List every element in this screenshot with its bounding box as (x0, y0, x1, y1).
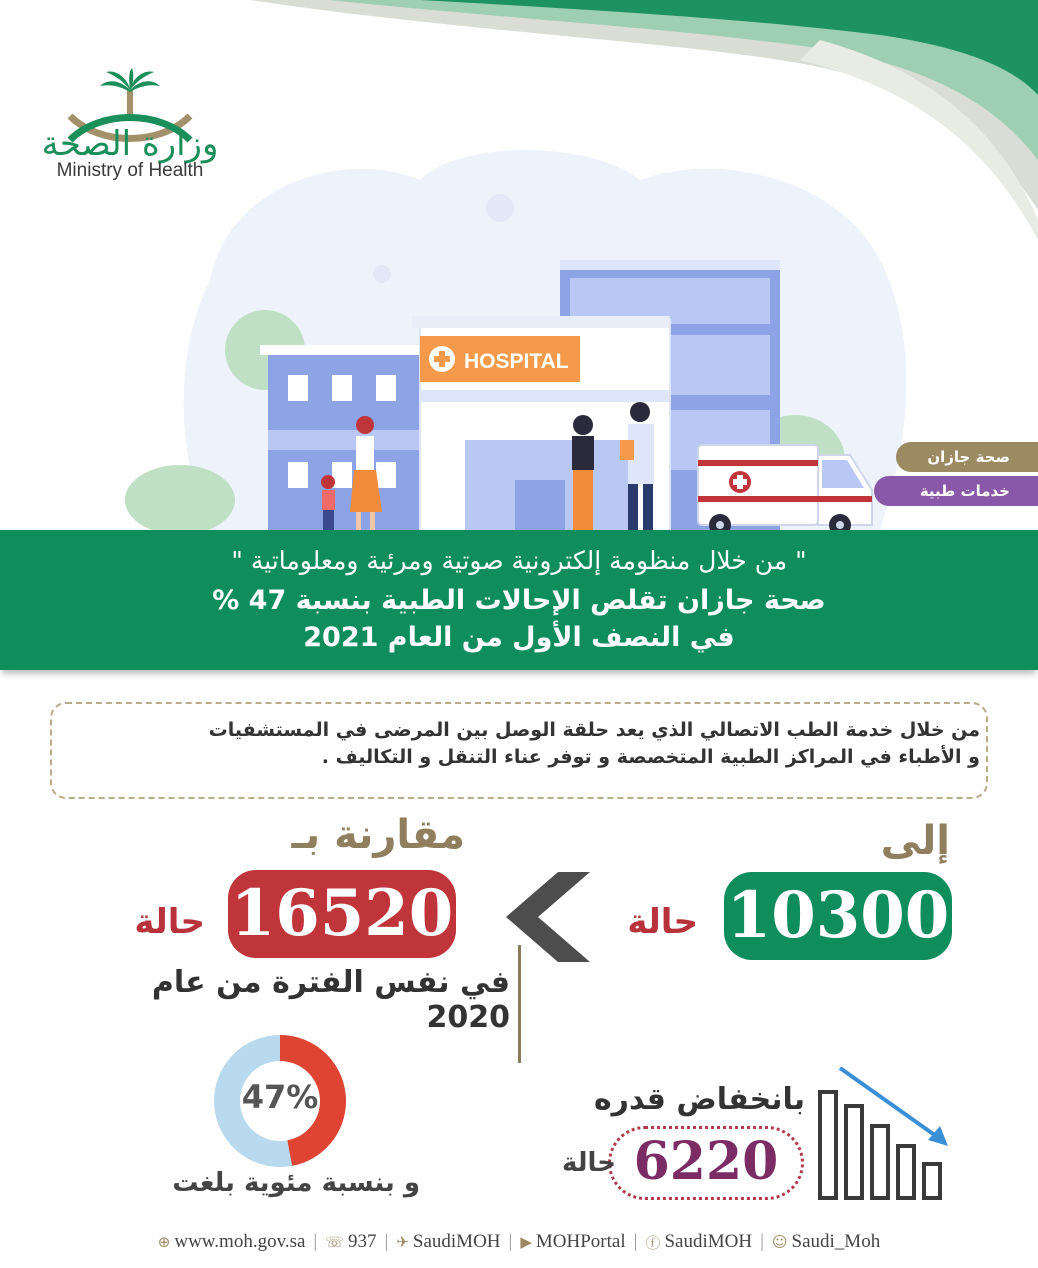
decrease-unit: حالة (561, 1148, 616, 1178)
footer-twitter[interactable] (396, 1231, 500, 1253)
phone-text: 937 (348, 1231, 377, 1252)
chevron-left-icon (498, 872, 590, 962)
previous-period-label: في نفس الفترة من عام 2020 (151, 965, 510, 1035)
headline-period: في النصف الأول من العام 2021 (303, 622, 735, 653)
facebook-text: SaudiMOH (664, 1231, 753, 1252)
headline-title: صحة جازان تقلص الإحالات الطبية بنسبة 47 % (212, 585, 826, 616)
youtube-icon: ▶ (520, 1233, 532, 1251)
snapchat-text: Saudi_Moh (791, 1231, 881, 1252)
decrease-label: بانخفاض قدره (593, 1082, 805, 1117)
globe-icon: ⊕ (157, 1233, 171, 1251)
footer-separator: | (384, 1231, 389, 1252)
phone-icon: ☏ (325, 1233, 344, 1251)
footer-separator: | (633, 1231, 638, 1252)
percentage-value: 47% (241, 1078, 319, 1116)
footer-separator: | (508, 1231, 513, 1252)
footer-separator: | (313, 1231, 318, 1252)
footer-website[interactable] (158, 1231, 306, 1253)
percentage-caption: و بنسبة مئوية بلغت (172, 1168, 420, 1198)
footer-contacts (0, 1228, 1038, 1256)
tag-jazan-health: صحة جازان (896, 442, 1038, 472)
logo-arabic-name: وزارة الصحة (41, 124, 219, 164)
current-cases-value: 10300 (724, 872, 952, 960)
decrease-value: 6220 (608, 1126, 804, 1200)
current-cases-unit: حالة (627, 902, 698, 942)
description-line-1: من خلال خدمة الطب الاتصالي الذي يعد حلقة الوصل بين المرضى في المستشفيات (208, 719, 980, 741)
facebook-icon: ⓕ (645, 1233, 661, 1252)
twitter-text: SaudiMOH (412, 1231, 501, 1252)
to-label: إلى (880, 818, 950, 864)
previous-cases-unit: حالة (134, 902, 205, 942)
vertical-divider (518, 945, 521, 1063)
logo-english-name: Ministry of Health (56, 160, 204, 181)
compare-label: مقارنة بـ (291, 812, 465, 858)
footer-separator: | (760, 1231, 764, 1252)
tag-medical-services: خدمات طبية (874, 476, 1038, 506)
previous-cases-value: 16520 (228, 870, 456, 958)
footer-youtube[interactable] (520, 1231, 625, 1253)
hospital-building-illustration (120, 140, 940, 535)
decreasing-bars-icon (812, 1060, 962, 1202)
hospital-sign-text: HOSPITAL (464, 350, 569, 373)
twitter-icon: ✈ (396, 1233, 409, 1251)
website-text: www.moh.gov.sa (174, 1231, 306, 1252)
youtube-text: MOHPortal (535, 1231, 626, 1252)
footer-facebook[interactable] (645, 1231, 752, 1253)
snapchat-icon: ☺ (771, 1233, 788, 1251)
ambulance-icon (698, 445, 872, 535)
footer-snapchat[interactable] (772, 1231, 880, 1253)
footer-phone[interactable] (325, 1231, 376, 1253)
description-line-2: و الأطباء في المراكز الطبية المتخصصة و توفر عناء التنقل و التكاليف . (321, 746, 980, 768)
headline-subtitle: " من خلال منظومة إلكترونية صوتية ومرئية ومعلوماتية " (231, 546, 807, 575)
